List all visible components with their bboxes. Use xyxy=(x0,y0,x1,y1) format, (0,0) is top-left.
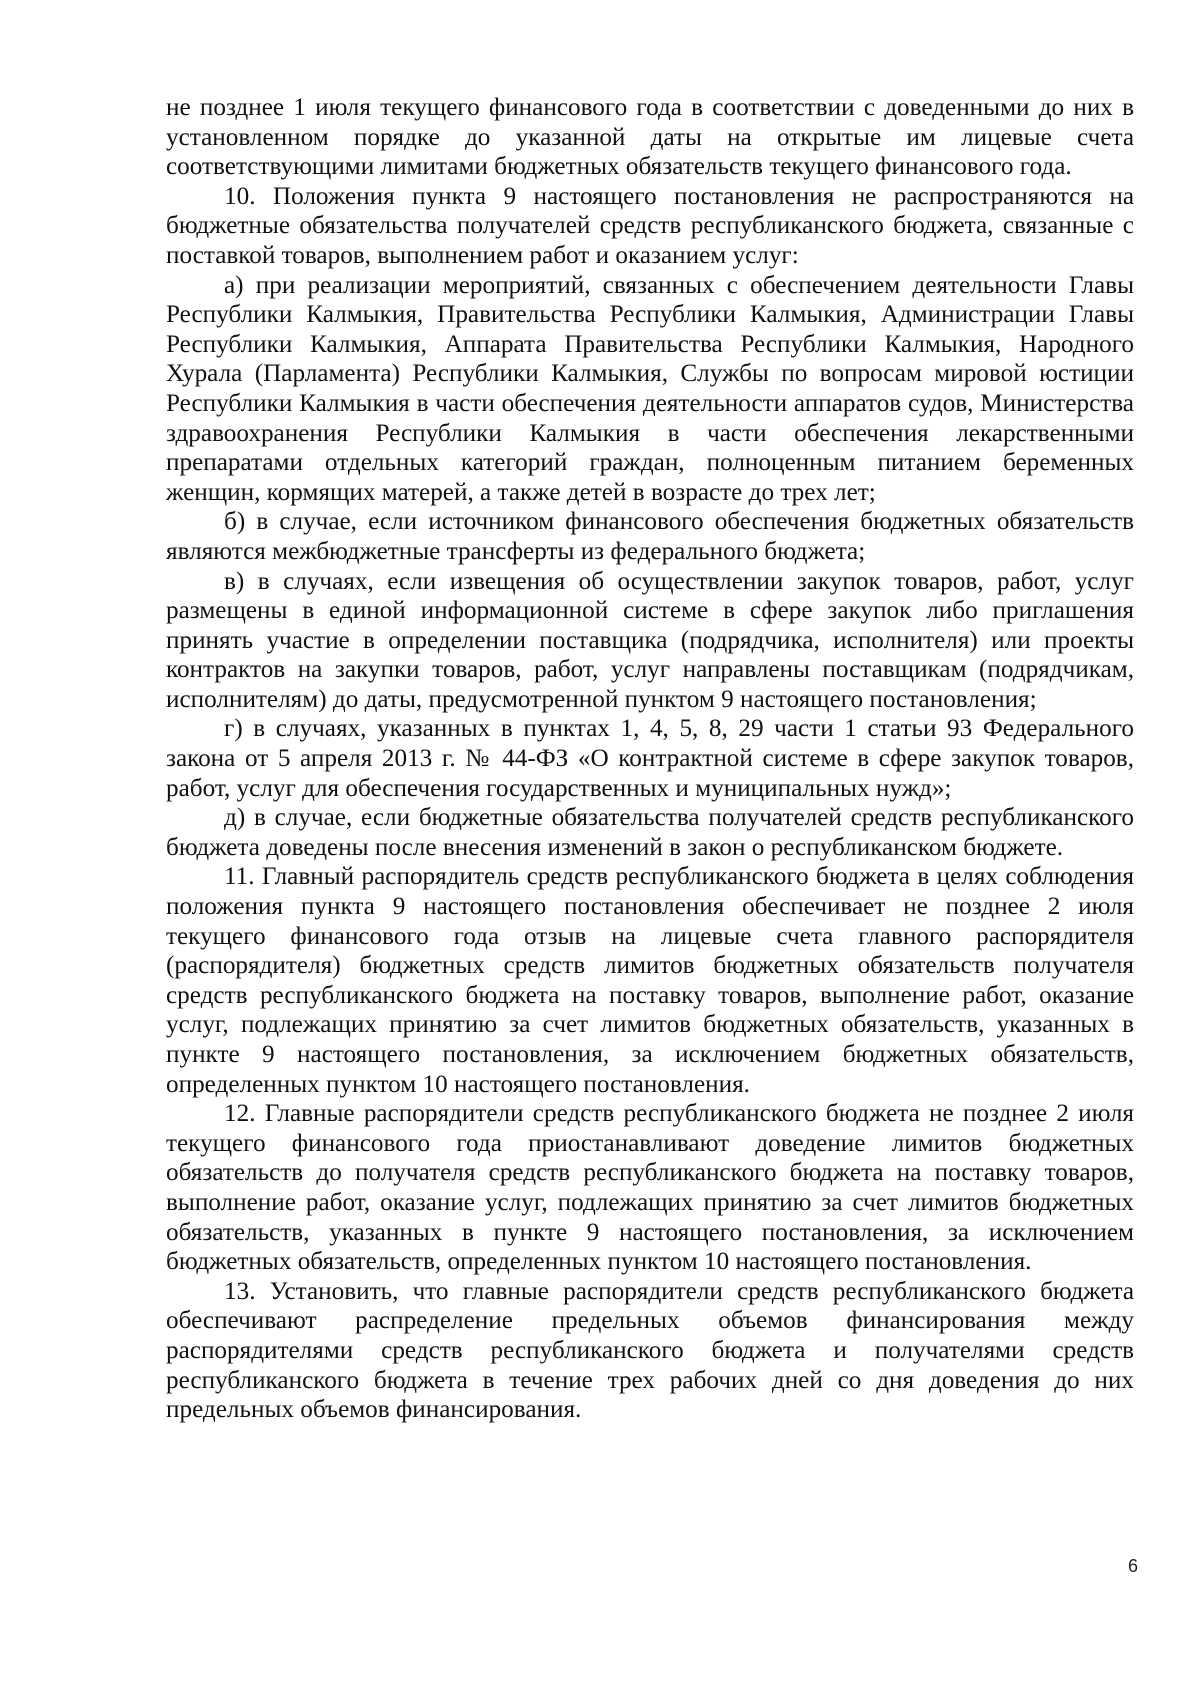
paragraph-10-a: а) при реализации мероприятий, связанных с обеспечением деятельности Главы Республики Калмыкия, Правительства Республики Калмыкия, Администрации Главы Республики Калмыкия, Аппарата Правительства Республики Калмыкия, Народного Хурала (Парламента) Республики Калмыкия, Службы по вопросам мировой юстиции Республики Калмыкия в части обеспечения деятельности аппаратов судов, Министерства здравоохранения Республики Калмыкия в части обеспечения лекарственными препаратами отдельных категорий граждан, полноценным питанием беременных женщин, кормящих матерей, а также детей в возрасте до трех лет; xyxy=(166,271,1134,506)
paragraph-continuation: не позднее 1 июля текущего финансового года в соответствии с доведенными до них в установленном порядке до указанной даты на открытые им лицевые счета соответствующими лимитами бюджетных обязательств текущего финансового года. xyxy=(166,94,1134,181)
paragraph-13: 13. Установить, что главные распорядители средств республиканского бюджета обеспечивают распределение предельных объемов финансирования между распорядителями средств республиканского бюджета и получателями средств республиканского бюджета в течение трех рабочих дней со дня доведения до них предельных объемов финансирования. xyxy=(166,1277,1134,1424)
document-body xyxy=(166,93,1134,1425)
paragraph-10-d: д) в случае, если бюджетные обязательства получателей средств республиканского бюджета доведены после внесения изменений в закон о республиканском бюджете. xyxy=(166,804,1134,861)
paragraph-10-v: в) в случаях, если извещения об осуществлении закупок товаров, работ, услуг размещены в единой информационной системе в сфере закупок либо приглашения принять участие в определении поставщика (подрядчика, исполнителя) или проекты контрактов на закупки товаров, работ, услуг направлены поставщикам (подрядчикам, исполнителям) до даты, предусмотренной пунктом 9 настоящего постановления; xyxy=(166,567,1134,713)
paragraph-12: 12. Главные распорядители средств республиканского бюджета не позднее 2 июля текущего финансового года приостанавливают доведение лимитов бюджетных обязательств до получателя средств республиканского бюджета на поставку товаров, выполнение работ, оказание услуг, подлежащих принятию за счет лимитов бюджетных обязательств, указанных в пункте 9 настоящего постановления, за исключением бюджетных обязательств, определенных пунктом 10 настоящего постановления. xyxy=(166,1100,1134,1276)
page-number: 6 xyxy=(1127,1556,1138,1576)
paragraph-11: 11. Главный распорядитель средств республиканского бюджета в целях соблюдения положения пункта 9 настоящего постановления обеспечивает не позднее 2 июля текущего финансового года отзыв на лицевые счета главного распорядителя (распорядителя) бюджетных средств лимитов бюджетных обязательств получателя средств республиканского бюджета на поставку товаров, выполнение работ, оказание услуг, подлежащих принятию за счет лимитов бюджетных обязательств, указанных в пункте 9 настоящего постановления, за исключением бюджетных обязательств, определенных пунктом 10 настоящего постановления. xyxy=(166,863,1134,1098)
paragraph-10-b: б) в случае, если источником финансового обеспечения бюджетных обязательств являются межбюджетные трансферты из федерального бюджета; xyxy=(166,508,1134,565)
paragraph-10: 10. Положения пункта 9 настоящего постановления не распространяются на бюджетные обязательства получателей средств республиканского бюджета, связанные с поставкой товаров, выполнением работ и оказанием услуг: xyxy=(166,182,1134,269)
paragraph-10-g: г) в случаях, указанных в пунктах 1, 4, 5, 8, 29 части 1 статьи 93 Федерального закона от 5 апреля 2013 г. № 44-ФЗ «О контрактной системе в сфере закупок товаров, работ, услуг для обеспечения государственных и муниципальных нужд»; xyxy=(166,715,1134,802)
